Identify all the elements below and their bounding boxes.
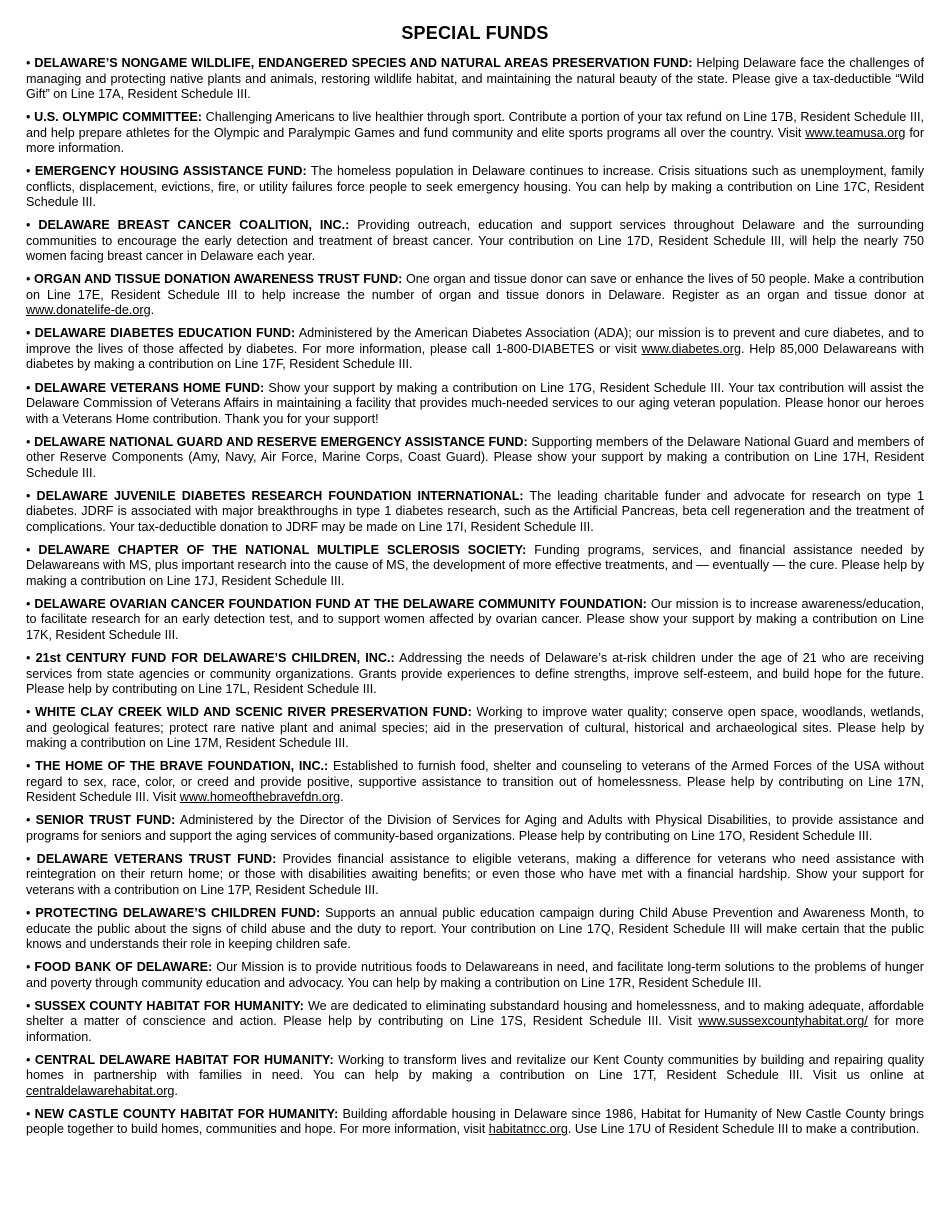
- fund-name: DELAWARE NATIONAL GUARD AND RESERVE EMERGENCY ASSISTANCE FUND:: [34, 434, 528, 449]
- fund-entry: [26, 705, 924, 752]
- fund-description: Administered by the Director of the Division of Services for Aging and Adults with Physical Disabilities, to provide assistance and programs for seniors and support the aging services of community-based organizations. Please help by contributing on Line 17O, Resident Schedule III.: [26, 813, 924, 843]
- fund-name: SENIOR TRUST FUND:: [35, 813, 176, 828]
- fund-description: Addressing the needs of Delaware’s at-risk children under the age of 21 who are receiving services from state agencies or community organizations. Grants provide experiences to define strengths, improve self-esteem, and build hope for the future. Please help by contributing on Line 17L, Resident Schedule III.: [26, 651, 924, 697]
- fund-entry: [26, 110, 924, 157]
- fund-description-tail: for more information.: [26, 1014, 925, 1044]
- fund-description: The homeless population in Delaware continues to increase. Crisis situations such as unemployment, family conflicts, displacement, evictions, fire, or utility failures force people to seek emergency housing. You can help by making a contribution on Line 17C, Resident Schedule III.: [26, 164, 925, 210]
- fund-name: DELAWARE DIABETES EDUCATION FUND:: [34, 326, 296, 341]
- fund-entry: [26, 999, 924, 1046]
- fund-entry: [26, 597, 924, 644]
- bullet-icon: •: [26, 759, 36, 774]
- fund-entry: [26, 759, 924, 806]
- fund-description: Show your support by making a contribution on Line 17G, Resident Schedule III. Your tax contribution will assist the Delaware Commission of Veterans Affairs in maintaining a facility that provides much-needed services to our aging veteran population. Please honor our heroes with a Veterans Home contribution. Thank you for your support!: [26, 380, 924, 426]
- page-title: SPECIAL FUNDS: [401, 23, 549, 43]
- fund-entry: [26, 381, 924, 428]
- fund-entry: [26, 1053, 924, 1100]
- bullet-icon: •: [26, 434, 35, 449]
- fund-description: Funding programs, services, and financial assistance needed by Delawareans with MS, plus important research into the cause of MS, the development of more effective treatments, and — eventually — the cure. Please help by making a contribution on Line 17J, Resident Schedule III.: [26, 542, 924, 588]
- bullet-icon: •: [26, 906, 36, 920]
- bullet-icon: •: [26, 56, 35, 70]
- fund-name: DELAWARE VETERANS TRUST FUND:: [36, 851, 277, 866]
- fund-name: DELAWARE VETERANS HOME FUND:: [34, 380, 265, 395]
- bullet-icon: •: [26, 380, 35, 395]
- bullet-icon: •: [26, 851, 37, 866]
- fund-name: CENTRAL DELAWARE HABITAT FOR HUMANITY:: [34, 1052, 334, 1067]
- fund-website-link[interactable]: www.donatelife-de.org: [26, 303, 151, 318]
- fund-name: EMERGENCY HOUSING ASSISTANCE FUND:: [34, 164, 307, 179]
- fund-name: PROTECTING DELAWARE’S CHILDREN FUND:: [35, 906, 321, 920]
- fund-description: Helping Delaware face the challenges of managing and protecting native plants and animals, restoring wildlife habitat, and maintaining the natural beauty of the state. Please give a tax-deductible “Wild Gift” on Line 17A, Resident Schedule III.: [26, 56, 924, 101]
- bullet-icon: •: [26, 813, 36, 828]
- fund-entry: [26, 960, 924, 991]
- fund-website-link[interactable]: www.homeofthebravefdn.org: [179, 790, 341, 805]
- fund-description-tail: for more information.: [26, 125, 925, 156]
- fund-name: SUSSEX COUNTY HABITAT FOR HUMANITY:: [34, 998, 304, 1013]
- fund-website-link[interactable]: www.diabetes.org: [641, 341, 741, 356]
- fund-entry: [26, 326, 924, 373]
- bullet-icon: •: [26, 164, 35, 179]
- bullet-icon: •: [26, 272, 35, 287]
- fund-entry: [26, 1107, 924, 1138]
- fund-description: We are dedicated to eliminating substandard housing and homelessness, and to making adequate, affordable shelter a matter of conscience and action. Please help by contributing on Line 17S, Resident Schedule III. Visit: [26, 998, 924, 1029]
- fund-name: DELAWARE JUVENILE DIABETES RESEARCH FOUNDATION INTERNATIONAL:: [36, 488, 524, 503]
- fund-entry: [26, 489, 924, 536]
- fund-description: The leading charitable funder and advocate for research on type 1 diabetes. JDRF is associated with major breakthroughs in type 1 diabetes research, such as the Artificial Pancreas, beta cell regeneration and the treatment of complications. Your tax-deductible donation to JDRF may be made on Line 17I, Resident Schedule III.: [26, 488, 924, 534]
- fund-description-tail: . Help 85,000 Delawareans with diabetes by making a contribution on Line 17F, Resident Schedule III.: [26, 341, 925, 372]
- fund-name: U.S. OLYMPIC COMMITTEE:: [34, 110, 202, 125]
- fund-entry: [26, 435, 924, 482]
- fund-name: 21st CENTURY FUND FOR DELAWARE’S CHILDREN, INC.:: [35, 651, 395, 666]
- fund-entry: [26, 218, 924, 265]
- fund-description-tail: .: [174, 1083, 178, 1098]
- bullet-icon: •: [26, 705, 36, 720]
- fund-description: Our Mission is to provide nutritious foods to Delawareans in need, and facilitate long-term solutions to the problems of hunger and poverty through community education and advocacy. You can help by making a contribution on Line 17R, Resident Schedule III.: [26, 960, 924, 990]
- fund-description-tail: . Use Line 17U of Resident Schedule III to make a contribution.: [567, 1122, 920, 1137]
- fund-entry: [26, 272, 924, 319]
- fund-name: DELAWARE CHAPTER OF THE NATIONAL MULTIPLE SCLEROSIS SOCIETY:: [38, 542, 527, 557]
- bullet-icon: •: [26, 218, 39, 233]
- fund-name: WHITE CLAY CREEK WILD AND SCENIC RIVER PRESERVATION FUND:: [35, 705, 472, 720]
- fund-entry: [26, 813, 924, 844]
- fund-website-link[interactable]: www.teamusa.org: [805, 125, 906, 140]
- fund-description: Working to improve water quality; conserve open space, woodlands, wetlands, and geological features; protect rare native plant and animal species; aid in the preservation of cultural, historical and archaeological sites. Please help by making a contribution on Line 17M, Resident Schedule III.: [26, 705, 924, 751]
- fund-entry: [26, 651, 924, 698]
- fund-entry: [26, 164, 924, 211]
- fund-name: FOOD BANK OF DELAWARE:: [34, 960, 213, 975]
- fund-entry: [26, 906, 924, 953]
- bullet-icon: •: [26, 326, 35, 341]
- fund-name: DELAWARE BREAST CANCER COALITION, INC.:: [38, 218, 350, 233]
- fund-entry: [26, 56, 924, 103]
- fund-description: Providing outreach, education and support services throughout Delaware and the surrounding communities to encourage the early detection and treatment of breast cancer. Your contribution on Line 17D, Resident Schedule III, will help the nearly 750 women facing breast cancer in Delaware each year.: [26, 218, 925, 264]
- bullet-icon: •: [26, 651, 36, 666]
- fund-website-link[interactable]: www.sussexcountyhabitat.org/: [698, 1014, 868, 1029]
- fund-name: NEW CASTLE COUNTY HABITAT FOR HUMANITY:: [34, 1106, 339, 1121]
- fund-entry: [26, 543, 924, 590]
- fund-description: Supports an annual public education campaign during Child Abuse Prevention and Awareness Month, to educate the public about the signs of child abuse and the duty to report. Your contribution on Line 17Q, Resident Schedule III will make certain that the public knows and understands their role in keeping children safe.: [26, 906, 924, 951]
- bullet-icon: •: [26, 960, 35, 975]
- bullet-icon: •: [26, 542, 39, 557]
- fund-description: Challenging Americans to live healthier through sport. Contribute a portion of your tax refund on Line 17B, Resident Schedule III, and help prepare athletes for the Olympic and Paralympic Games and fund community and elite sports programs all over the country. Visit: [26, 110, 924, 140]
- fund-description: Working to transform lives and revitalize our Kent County communities by building and repairing quality homes in partnership with families in need. You can help by making a contribution on Line 17T, Resident Schedule III. Visit us online at: [26, 1052, 924, 1083]
- fund-description: One organ and tissue donor can save or enhance the lives of 50 people. Make a contribution on Line 17E, Resident Schedule III to help increase the number of organ and tissue donors in Delaware. Register as an organ and tissue donor at: [26, 272, 925, 302]
- bullet-icon: •: [26, 1106, 35, 1121]
- bullet-icon: •: [26, 596, 35, 611]
- fund-description: Supporting members of the Delaware National Guard and members of other Reserve Components (Amy, Navy, Air Force, Marine Corps, Coast Guard). Please show your support by making a contribution on Line 17H, Resident Schedule III.: [26, 434, 924, 480]
- fund-description-tail: .: [340, 790, 344, 805]
- fund-name: ORGAN AND TISSUE DONATION AWARENESS TRUST FUND:: [34, 272, 403, 287]
- fund-description-tail: .: [150, 303, 155, 318]
- bullet-icon: •: [26, 998, 35, 1013]
- fund-description: Provides financial assistance to eligible veterans, making a difference for veterans who need assistance with reintegration on their return home; or those with disabilities awaiting benefits; or even those who have met with a financial hardship. Show your support for veterans with a contribution on Line 17P, Resident Schedule III.: [26, 851, 924, 897]
- bullet-icon: •: [26, 488, 37, 503]
- fund-website-link[interactable]: habitatncc.org: [488, 1122, 568, 1137]
- fund-name: DELAWARE’S NONGAME WILDLIFE, ENDANGERED SPECIES AND NATURAL AREAS PRESERVATION FUND:: [34, 56, 693, 70]
- fund-entry: [26, 852, 924, 899]
- fund-name: DELAWARE OVARIAN CANCER FOUNDATION FUND AT THE DELAWARE COMMUNITY FOUNDATION:: [34, 596, 647, 611]
- bullet-icon: •: [26, 1052, 35, 1067]
- fund-website-link[interactable]: centraldelawarehabitat.org: [26, 1083, 175, 1098]
- fund-list: [26, 56, 924, 1138]
- fund-description: Building affordable housing in Delaware since 1986, Habitat for Humanity of New Castle County brings people together to build homes, communities and hope. For more information, visit: [26, 1106, 924, 1137]
- fund-description: Our mission is to increase awareness/education, to facilitate research for an early detection test, and to support women affected by ovarian cancer. Please show your support by making a contribution on Line 17K, Resident Schedule III.: [26, 596, 924, 642]
- fund-description: Established to furnish food, shelter and counseling to veterans of the Armed Forces of the USA without regard to sex, race, color, or creed and provide positive, supportive assistance to transition out of homelessness. Please help by contributing on Line 17N, Resident Schedule III. Visit: [26, 759, 924, 805]
- bullet-icon: •: [26, 110, 35, 125]
- fund-description: Administered by the American Diabetes Association (ADA); our mission is to prevent and cure diabetes, and to improve the lives of those affected by diabetes. For more information, please call 1-800-DIABETES or visit: [26, 326, 924, 356]
- fund-name: THE HOME OF THE BRAVE FOUNDATION, INC.:: [35, 759, 329, 774]
